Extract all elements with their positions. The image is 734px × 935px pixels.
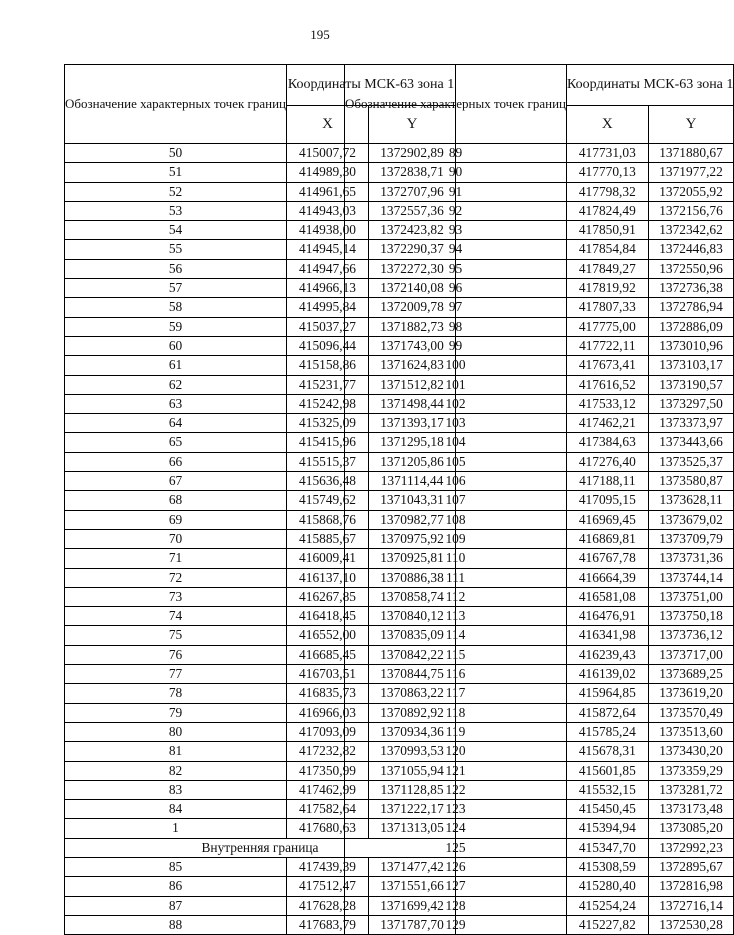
y-coordinate: 1372716,14	[648, 896, 734, 915]
y-coordinate: 1372140,08	[369, 279, 456, 298]
y-coordinate: 1370925,81	[369, 549, 456, 568]
point-number: 121	[345, 761, 567, 780]
point-number: 108	[345, 510, 567, 529]
y-coordinate: 1370858,74	[369, 587, 456, 606]
point-number: 105	[345, 452, 567, 471]
table-row	[345, 510, 734, 529]
point-number: 65	[65, 433, 287, 452]
y-coordinate: 1370886,38	[369, 568, 456, 587]
x-coordinate: 417628,28	[287, 896, 369, 915]
x-coordinate: 414989,30	[287, 163, 369, 182]
y-coordinate: 1373744,14	[648, 568, 734, 587]
x-column-header: X	[287, 106, 369, 144]
table-row	[345, 568, 734, 587]
point-number: 120	[345, 742, 567, 761]
y-coordinate: 1372707,96	[369, 182, 456, 201]
x-coordinate: 415450,45	[567, 800, 649, 819]
y-coordinate: 1371295,18	[369, 433, 456, 452]
y-coordinate: 1372816,98	[648, 877, 734, 896]
x-coordinate: 414943,03	[287, 201, 369, 220]
x-coordinate: 417770,13	[567, 163, 649, 182]
point-number: 91	[345, 182, 567, 201]
x-coordinate: 416966,03	[287, 703, 369, 722]
y-coordinate: 1373731,36	[648, 549, 734, 568]
point-number: 69	[65, 510, 287, 529]
table-row	[345, 800, 734, 819]
x-coordinate: 415096,44	[287, 336, 369, 355]
y-coordinate: 1373570,49	[648, 703, 734, 722]
y-coordinate: 1372992,23	[648, 838, 734, 857]
point-number: 68	[65, 491, 287, 510]
x-coordinate: 415532,15	[567, 780, 649, 799]
table-row	[345, 317, 734, 336]
point-number: 95	[345, 259, 567, 278]
x-coordinate: 417854,84	[567, 240, 649, 259]
y-coordinate: 1373430,20	[648, 742, 734, 761]
x-coordinate: 417824,49	[567, 201, 649, 220]
y-coordinate: 1373717,00	[648, 645, 734, 664]
y-coordinate: 1370842,22	[369, 645, 456, 664]
x-coordinate: 415749,62	[287, 491, 369, 510]
point-number: 53	[65, 201, 287, 220]
point-number: 93	[345, 221, 567, 240]
table-row	[345, 549, 734, 568]
y-coordinate: 1372423,82	[369, 221, 456, 240]
point-number: 84	[65, 800, 287, 819]
y-coordinate: 1370975,92	[369, 529, 456, 548]
point-number: 64	[65, 414, 287, 433]
y-coordinate: 1372838,71	[369, 163, 456, 182]
x-coordinate: 416341,98	[567, 626, 649, 645]
x-coordinate: 417731,03	[567, 144, 649, 163]
y-coordinate: 1371787,70	[369, 915, 456, 934]
point-number: 57	[65, 279, 287, 298]
x-coordinate: 417439,39	[287, 857, 369, 876]
x-coordinate: 415601,85	[567, 761, 649, 780]
y-coordinate: 1372530,28	[648, 915, 734, 934]
y-coordinate: 1372290,37	[369, 240, 456, 259]
point-number: 72	[65, 568, 287, 587]
y-coordinate: 1372736,38	[648, 279, 734, 298]
x-coordinate: 414945,14	[287, 240, 369, 259]
x-coordinate: 417819,92	[567, 279, 649, 298]
y-coordinate: 1370835,09	[369, 626, 456, 645]
point-number: 73	[65, 587, 287, 606]
point-number: 122	[345, 780, 567, 799]
point-number: 81	[65, 742, 287, 761]
table-row	[345, 375, 734, 394]
y-coordinate: 1371205,86	[369, 452, 456, 471]
y-coordinate: 1373525,37	[648, 452, 734, 471]
x-coordinate: 417850,91	[567, 221, 649, 240]
x-coordinate: 417350,99	[287, 761, 369, 780]
x-coordinate: 415158,86	[287, 356, 369, 375]
point-number: 102	[345, 394, 567, 413]
table-row	[345, 221, 734, 240]
y-coordinate: 1373359,29	[648, 761, 734, 780]
x-coordinate: 415872,64	[567, 703, 649, 722]
x-coordinate: 415636,48	[287, 472, 369, 491]
x-coordinate: 416476,91	[567, 607, 649, 626]
point-number: 67	[65, 472, 287, 491]
table-row	[345, 491, 734, 510]
point-number: 66	[65, 452, 287, 471]
point-number: 94	[345, 240, 567, 259]
y-coordinate: 1371977,22	[648, 163, 734, 182]
y-coordinate: 1372550,96	[648, 259, 734, 278]
point-number: 92	[345, 201, 567, 220]
point-number: 112	[345, 587, 567, 606]
x-coordinate: 416267,85	[287, 587, 369, 606]
x-coordinate: 417807,33	[567, 298, 649, 317]
y-coordinate: 1372009,78	[369, 298, 456, 317]
table-row	[345, 780, 734, 799]
y-coordinate: 1373751,00	[648, 587, 734, 606]
y-coordinate: 1370863,22	[369, 684, 456, 703]
x-coordinate: 414966,13	[287, 279, 369, 298]
x-coordinate: 416685,45	[287, 645, 369, 664]
x-coordinate: 416418,45	[287, 607, 369, 626]
x-coordinate: 415347,70	[567, 838, 649, 857]
point-number: 60	[65, 336, 287, 355]
x-coordinate: 417462,21	[567, 414, 649, 433]
y-coordinate: 1373297,50	[648, 394, 734, 413]
point-number: 103	[345, 414, 567, 433]
point-number: 110	[345, 549, 567, 568]
y-coordinate: 1373085,20	[648, 819, 734, 838]
x-coordinate: 415885,67	[287, 529, 369, 548]
point-number: 100	[345, 356, 567, 375]
y-coordinate: 1371477,42	[369, 857, 456, 876]
x-column-header: X	[567, 106, 649, 144]
y-coordinate: 1371393,17	[369, 414, 456, 433]
table-row	[345, 394, 734, 413]
table-row	[345, 529, 734, 548]
y-coordinate: 1370982,77	[369, 510, 456, 529]
y-coordinate: 1373010,96	[648, 336, 734, 355]
point-number: 99	[345, 336, 567, 355]
point-number: 80	[65, 722, 287, 741]
table-row	[345, 607, 734, 626]
point-number: 124	[345, 819, 567, 838]
y-coordinate: 1371743,00	[369, 336, 456, 355]
y-coordinate: 1372342,62	[648, 221, 734, 240]
x-coordinate: 417276,40	[567, 452, 649, 471]
table-row	[345, 279, 734, 298]
table-row	[345, 259, 734, 278]
y-coordinate: 1373709,79	[648, 529, 734, 548]
point-number: 101	[345, 375, 567, 394]
point-number: 50	[65, 144, 287, 163]
y-coordinate: 1370840,12	[369, 607, 456, 626]
table-row	[345, 587, 734, 606]
point-number: 116	[345, 665, 567, 684]
point-number: 58	[65, 298, 287, 317]
y-coordinate: 1371880,67	[648, 144, 734, 163]
x-coordinate: 415868,76	[287, 510, 369, 529]
x-coordinate: 415242,98	[287, 394, 369, 413]
x-coordinate: 415785,24	[567, 722, 649, 741]
x-coordinate: 417533,12	[567, 394, 649, 413]
x-coordinate: 416703,51	[287, 665, 369, 684]
table-row	[345, 433, 734, 452]
x-coordinate: 415037,27	[287, 317, 369, 336]
x-coordinate: 417849,27	[567, 259, 649, 278]
point-number: 86	[65, 877, 287, 896]
y-coordinate: 1371114,44	[369, 472, 456, 491]
y-coordinate: 1371313,05	[369, 819, 456, 838]
table-row	[345, 356, 734, 375]
y-coordinate: 1372272,30	[369, 259, 456, 278]
table-row	[345, 819, 734, 838]
point-number: 85	[65, 857, 287, 876]
y-coordinate: 1373736,12	[648, 626, 734, 645]
point-number: 83	[65, 780, 287, 799]
x-coordinate: 415415,96	[287, 433, 369, 452]
x-coordinate: 415280,40	[567, 877, 649, 896]
point-label-header: Обозначение характерных точек границ	[345, 65, 567, 144]
y-column-header: Y	[648, 106, 734, 144]
x-coordinate: 416869,81	[567, 529, 649, 548]
coordinate-system-header: Координаты МСК-63 зона 1	[567, 65, 734, 106]
y-coordinate: 1372055,92	[648, 182, 734, 201]
point-label-header: Обозначение характерных точек границ	[65, 65, 287, 144]
point-number: 87	[65, 896, 287, 915]
y-coordinate: 1373679,02	[648, 510, 734, 529]
x-coordinate: 416767,78	[567, 549, 649, 568]
x-coordinate: 417673,41	[567, 356, 649, 375]
table-row	[345, 472, 734, 491]
y-coordinate: 1372886,09	[648, 317, 734, 336]
y-coordinate: 1373628,11	[648, 491, 734, 510]
point-number: 127	[345, 877, 567, 896]
table-row	[345, 761, 734, 780]
point-number: 107	[345, 491, 567, 510]
table-row	[345, 742, 734, 761]
point-number: 76	[65, 645, 287, 664]
x-coordinate: 416581,08	[567, 587, 649, 606]
y-coordinate: 1371055,94	[369, 761, 456, 780]
y-coordinate: 1371551,66	[369, 877, 456, 896]
table-row	[345, 414, 734, 433]
x-coordinate: 416664,39	[567, 568, 649, 587]
y-coordinate: 1371624,83	[369, 356, 456, 375]
table-row	[345, 144, 734, 163]
x-coordinate: 415394,94	[567, 819, 649, 838]
point-number: 61	[65, 356, 287, 375]
y-coordinate: 1373580,87	[648, 472, 734, 491]
y-coordinate: 1373190,57	[648, 375, 734, 394]
x-coordinate: 416969,45	[567, 510, 649, 529]
point-number: 117	[345, 684, 567, 703]
table-row	[345, 201, 734, 220]
point-number: 97	[345, 298, 567, 317]
point-number: 113	[345, 607, 567, 626]
y-coordinate: 1371882,73	[369, 317, 456, 336]
point-number: 62	[65, 375, 287, 394]
x-coordinate: 414947,66	[287, 259, 369, 278]
point-number: 56	[65, 259, 287, 278]
x-coordinate: 414995,84	[287, 298, 369, 317]
table-row	[345, 684, 734, 703]
table-row	[345, 298, 734, 317]
y-coordinate: 1372895,67	[648, 857, 734, 876]
x-coordinate: 417722,11	[567, 336, 649, 355]
table-row	[345, 336, 734, 355]
point-number: 109	[345, 529, 567, 548]
coordinates-table-right	[344, 64, 734, 935]
y-column-header: Y	[369, 106, 456, 144]
y-coordinate: 1371222,17	[369, 800, 456, 819]
point-number: 51	[65, 163, 287, 182]
table-row	[345, 665, 734, 684]
x-coordinate: 417095,15	[567, 491, 649, 510]
x-coordinate: 415231,77	[287, 375, 369, 394]
point-number: 129	[345, 915, 567, 934]
point-number: 54	[65, 221, 287, 240]
x-coordinate: 417188,11	[567, 472, 649, 491]
table-row	[345, 915, 734, 934]
table-row	[345, 703, 734, 722]
point-number: 119	[345, 722, 567, 741]
y-coordinate: 1373750,18	[648, 607, 734, 626]
x-coordinate: 417775,00	[567, 317, 649, 336]
point-number: 74	[65, 607, 287, 626]
x-coordinate: 416552,00	[287, 626, 369, 645]
x-coordinate: 415678,31	[567, 742, 649, 761]
y-coordinate: 1372557,36	[369, 201, 456, 220]
table-row	[345, 645, 734, 664]
point-number: 96	[345, 279, 567, 298]
y-coordinate: 1373173,48	[648, 800, 734, 819]
point-number: 78	[65, 684, 287, 703]
x-coordinate: 414938,00	[287, 221, 369, 240]
table-row	[345, 896, 734, 915]
y-coordinate: 1371512,82	[369, 375, 456, 394]
point-number: 89	[345, 144, 567, 163]
y-coordinate: 1372446,83	[648, 240, 734, 259]
table-body	[345, 144, 734, 935]
table-row	[345, 722, 734, 741]
x-coordinate: 416137,10	[287, 568, 369, 587]
page-number: 195	[310, 27, 330, 42]
x-coordinate: 417462,99	[287, 780, 369, 799]
x-coordinate: 415515,37	[287, 452, 369, 471]
table-row	[345, 877, 734, 896]
x-coordinate: 415325,09	[287, 414, 369, 433]
table-row	[345, 626, 734, 645]
coordinate-system-header: Координаты МСК-63 зона 1	[287, 65, 456, 106]
y-coordinate: 1370844,75	[369, 665, 456, 684]
point-number: 88	[65, 915, 287, 934]
table-row	[345, 240, 734, 259]
inner-boundary-label: Внутренняя граница	[65, 838, 456, 857]
x-coordinate: 417232,82	[287, 742, 369, 761]
x-coordinate: 416139,02	[567, 665, 649, 684]
x-coordinate: 417582,64	[287, 800, 369, 819]
point-number: 63	[65, 394, 287, 413]
point-number: 115	[345, 645, 567, 664]
x-coordinate: 414961,65	[287, 182, 369, 201]
table-row	[345, 857, 734, 876]
point-number: 111	[345, 568, 567, 587]
y-coordinate: 1371699,42	[369, 896, 456, 915]
y-coordinate: 1373373,97	[648, 414, 734, 433]
table-row	[345, 182, 734, 201]
point-number: 59	[65, 317, 287, 336]
x-coordinate: 417683,79	[287, 915, 369, 934]
x-coordinate: 415007,72	[287, 144, 369, 163]
x-coordinate: 417680,63	[287, 819, 369, 838]
table-row	[345, 838, 734, 857]
y-coordinate: 1373513,60	[648, 722, 734, 741]
y-coordinate: 1371128,85	[369, 780, 456, 799]
x-coordinate: 415227,82	[567, 915, 649, 934]
point-number: 128	[345, 896, 567, 915]
y-coordinate: 1373689,25	[648, 665, 734, 684]
y-coordinate: 1370892,92	[369, 703, 456, 722]
x-coordinate: 417512,47	[287, 877, 369, 896]
y-coordinate: 1373619,20	[648, 684, 734, 703]
y-coordinate: 1370993,53	[369, 742, 456, 761]
y-coordinate: 1372786,94	[648, 298, 734, 317]
point-number: 52	[65, 182, 287, 201]
point-number: 114	[345, 626, 567, 645]
y-coordinate: 1372902,89	[369, 144, 456, 163]
point-number: 70	[65, 529, 287, 548]
x-coordinate: 415964,85	[567, 684, 649, 703]
point-number: 71	[65, 549, 287, 568]
x-coordinate: 415308,59	[567, 857, 649, 876]
point-number: 98	[345, 317, 567, 336]
y-coordinate: 1373281,72	[648, 780, 734, 799]
point-number: 126	[345, 857, 567, 876]
table-row	[345, 163, 734, 182]
y-coordinate: 1373443,66	[648, 433, 734, 452]
point-number: 1	[65, 819, 287, 838]
x-coordinate: 417616,52	[567, 375, 649, 394]
point-number: 118	[345, 703, 567, 722]
x-coordinate: 415254,24	[567, 896, 649, 915]
y-coordinate: 1371043,31	[369, 491, 456, 510]
y-coordinate: 1372156,76	[648, 201, 734, 220]
point-number: 123	[345, 800, 567, 819]
y-coordinate: 1373103,17	[648, 356, 734, 375]
x-coordinate: 417384,63	[567, 433, 649, 452]
x-coordinate: 417798,32	[567, 182, 649, 201]
table-row	[345, 452, 734, 471]
point-number: 90	[345, 163, 567, 182]
point-number: 106	[345, 472, 567, 491]
y-coordinate: 1371498,44	[369, 394, 456, 413]
x-coordinate: 416239,43	[567, 645, 649, 664]
point-number: 79	[65, 703, 287, 722]
x-coordinate: 416009,41	[287, 549, 369, 568]
point-number: 82	[65, 761, 287, 780]
x-coordinate: 416835,73	[287, 684, 369, 703]
point-number: 75	[65, 626, 287, 645]
x-coordinate: 417093,09	[287, 722, 369, 741]
point-number: 125	[345, 838, 567, 857]
point-number: 55	[65, 240, 287, 259]
point-number: 104	[345, 433, 567, 452]
point-number: 77	[65, 665, 287, 684]
y-coordinate: 1370934,36	[369, 722, 456, 741]
